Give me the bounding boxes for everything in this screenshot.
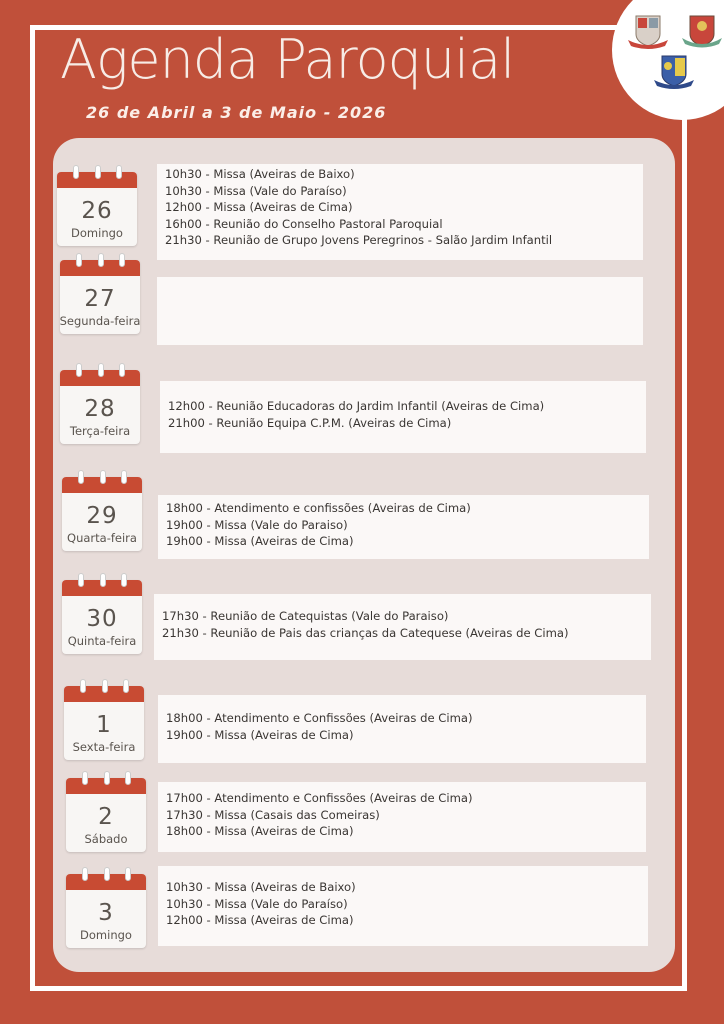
event-item: 10h30 - Missa (Vale do Paraíso): [165, 183, 347, 198]
calendar-ring-icon: [125, 867, 131, 881]
calendar-date-card: [57, 172, 137, 246]
calendar-date-card: [60, 260, 140, 334]
event-item: 10h30 - Missa (Aveiras de Baixo): [165, 167, 355, 181]
day-number: 1: [96, 712, 112, 738]
calendar-ring-icon: [121, 470, 127, 484]
event-item: 18h00 - Missa (Aveiras de Cima): [166, 824, 354, 839]
event-item: 10h30 - Missa (Vale do Paraíso): [166, 896, 348, 911]
day-number: 29: [86, 503, 118, 529]
day-events-box: [158, 782, 646, 852]
event-item: 17h00 - Atendimento e Confissões (Aveiras de Cima): [166, 791, 473, 805]
calendar-ring-icon: [95, 165, 101, 179]
event-item: 19h00 - Missa (Vale do Paraiso): [166, 517, 348, 532]
calendar-ring-icon: [123, 679, 129, 693]
calendar-ring-icon: [78, 470, 84, 484]
event-item: 18h00 - Atendimento e Confissões (Aveiras de Cima): [166, 711, 473, 725]
calendar-ring-icon: [82, 771, 88, 785]
calendar-date-card: [60, 370, 140, 444]
calendar-ring-icon: [78, 573, 84, 587]
event-item: 17h30 - Missa (Casais das Comeiras): [166, 807, 380, 822]
weekday-label: Quarta-feira: [67, 531, 137, 545]
event-item: 12h00 - Reunião Educadoras do Jardim Infantil (Aveiras de Cima): [168, 399, 545, 413]
parish-crest-blue-icon: [652, 52, 696, 94]
event-item: 19h00 - Missa (Aveiras de Cima): [166, 534, 354, 549]
calendar-ring-icon: [119, 363, 125, 377]
weekday-label: Domingo: [80, 928, 132, 942]
calendar-date-card: [62, 477, 142, 551]
day-number: 3: [98, 900, 114, 926]
calendar-ring-icon: [104, 771, 110, 785]
weekday-label: Domingo: [71, 226, 123, 240]
calendar-ring-icon: [76, 363, 82, 377]
day-events-box: [158, 866, 648, 946]
event-item: 17h30 - Reunião de Catequistas (Vale do Paraiso): [162, 609, 449, 623]
calendar-ring-icon: [100, 470, 106, 484]
page-title: Agenda Paroquial: [60, 28, 515, 91]
calendar-ring-icon: [104, 867, 110, 881]
calendar-ring-icon: [125, 771, 131, 785]
event-item: 12h00 - Missa (Aveiras de Cima): [166, 913, 354, 928]
calendar-ring-icon: [82, 867, 88, 881]
event-item: 19h00 - Missa (Aveiras de Cima): [166, 727, 354, 742]
calendar-ring-icon: [119, 253, 125, 267]
day-events-box: [158, 695, 646, 763]
day-events-box: [160, 381, 646, 453]
event-item: 12h00 - Missa (Aveiras de Cima): [165, 200, 353, 215]
calendar-date-card: [62, 580, 142, 654]
calendar-ring-icon: [102, 679, 108, 693]
day-events-box: [154, 594, 651, 660]
calendar-ring-icon: [76, 253, 82, 267]
day-number: 27: [84, 286, 116, 312]
event-item: 21h30 - Reunião de Grupo Jovens Peregrinos - Salão Jardim Infantil: [165, 233, 553, 248]
calendar-ring-icon: [80, 679, 86, 693]
calendar-date-card: [64, 686, 144, 760]
day-number: 26: [81, 198, 113, 224]
parish-crest-red-icon: [626, 12, 670, 52]
calendar-ring-icon: [98, 363, 104, 377]
day-number: 30: [86, 606, 118, 632]
day-events-box: [157, 164, 643, 260]
calendar-ring-icon: [121, 573, 127, 587]
date-range: 26 de Abril a 3 de Maio - 2026: [86, 103, 387, 122]
calendar-date-card: [66, 874, 146, 948]
event-item: 21h30 - Reunião de Pais das crianças da Catequese (Aveiras de Cima): [162, 625, 569, 640]
weekday-label: Quinta-feira: [67, 634, 137, 648]
day-number: 28: [84, 396, 116, 422]
calendar-ring-icon: [100, 573, 106, 587]
event-item: 10h30 - Missa (Aveiras de Baixo): [166, 880, 356, 894]
weekday-label: Sábado: [84, 832, 128, 846]
day-number: 2: [98, 804, 114, 830]
calendar-date-card: [66, 778, 146, 852]
event-item: 21h00 - Reunião Equipa C.P.M. (Aveiras de Cima): [168, 415, 452, 430]
parish-crest-green-icon: [680, 12, 724, 52]
calendar-ring-icon: [73, 165, 79, 179]
weekday-label: Segunda-feira: [59, 314, 141, 328]
weekday-label: Terça-feira: [69, 424, 131, 438]
day-events-box: [157, 277, 643, 345]
event-item: 18h00 - Atendimento e confissões (Aveiras de Cima): [166, 501, 471, 515]
calendar-ring-icon: [98, 253, 104, 267]
event-item: 16h00 - Reunião do Conselho Pastoral Paroquial: [165, 216, 443, 231]
day-events-box: [158, 495, 649, 559]
weekday-label: Sexta-feira: [72, 740, 136, 754]
calendar-ring-icon: [116, 165, 122, 179]
